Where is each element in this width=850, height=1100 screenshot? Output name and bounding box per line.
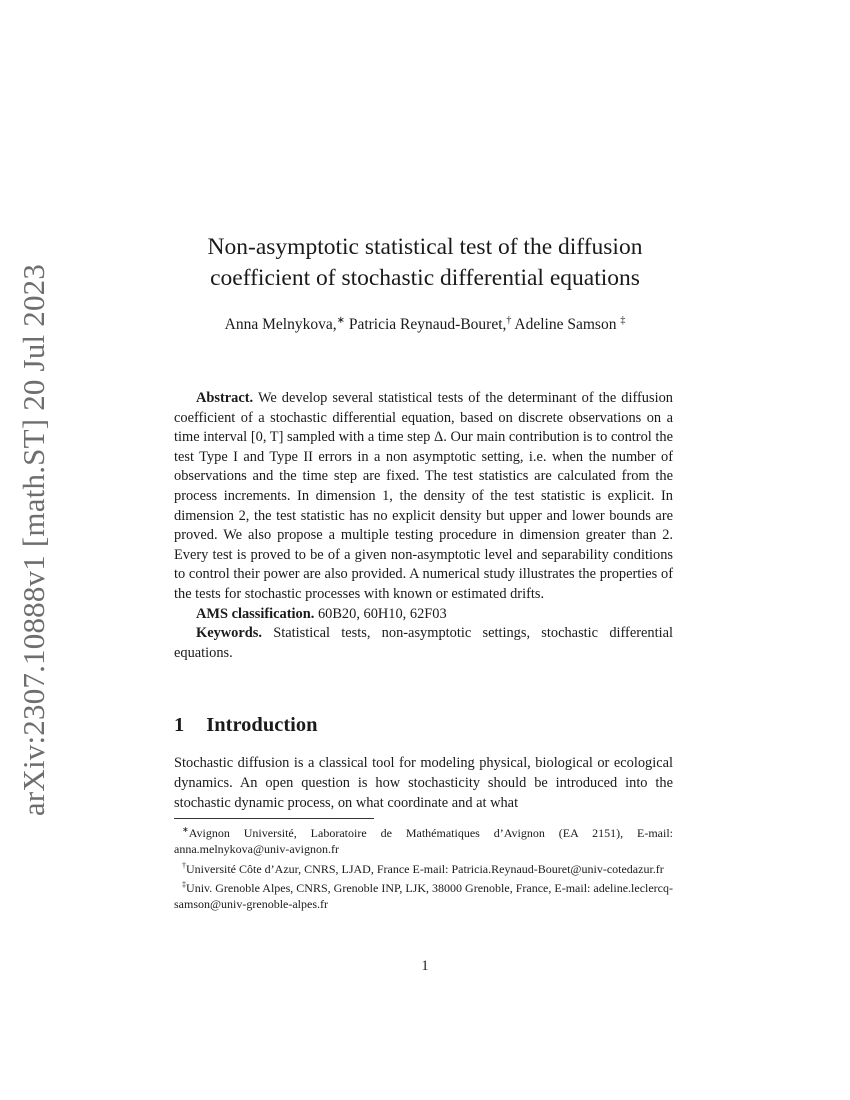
paper-title — [150, 232, 700, 294]
abstract-label: Abstract. — [196, 390, 254, 406]
footnote — [174, 858, 673, 878]
author-name: Adeline Samson — [514, 316, 617, 334]
footnote-mark: ∗ — [182, 825, 189, 834]
section-heading — [174, 714, 318, 737]
abstract-block — [174, 389, 673, 663]
footnote-text: Université Côte d’Azur, CNRS, LJAD, France E-mail: Patricia.Reynaud-Bouret@univ-cotedazur.fr — [186, 861, 664, 876]
footnotes — [174, 822, 673, 913]
arxiv-side-stamp — [8, 263, 60, 817]
keywords — [174, 624, 673, 663]
ams-classification — [174, 605, 673, 625]
ams-label: AMS classification. — [196, 605, 315, 622]
arxiv-identifier: arXiv:2307.10888v1 [math.ST] 20 Jul 2023 — [16, 263, 51, 817]
keywords-label: Keywords. — [196, 625, 262, 642]
intro-paragraph: Stochastic diffusion is a classical tool for modeling physical, biological or ecological dynamics. An open question is how stochasticity should be introduced into the stochastic dynamic process, on what coordinate and at what — [174, 755, 673, 811]
author-footnote-mark: † — [506, 315, 512, 326]
ams-codes: 60B20, 60H10, 62F03 — [317, 605, 447, 622]
author-list — [150, 315, 700, 334]
author-name: Patricia Reynaud-Bouret, — [348, 316, 507, 334]
author-name: Anna Melnykova, — [224, 316, 337, 334]
footnote-mark: ‡ — [182, 880, 187, 890]
footnote-rule — [174, 818, 374, 819]
title-line-2: coefficient of stochastic differential equations — [210, 265, 640, 291]
footnote-text: Avignon Université, Laboratoire de Mathématiques d’Avignon (EA 2151), E-mail: anna.melnykova@univ-avignon.fr — [174, 826, 673, 856]
page-number: 1 — [421, 958, 429, 974]
author-footnote-mark: ‡ — [620, 315, 626, 326]
section-title: Introduction — [206, 714, 318, 736]
footnote — [174, 822, 673, 858]
footnote — [174, 877, 673, 913]
abstract-text: We develop several statistical tests of the determinant of the diffusion coefficient of a stochastic differential equation, based on discrete observations on a time interval [0, T] sampled with a time step Δ. Our main contribution is to control the test Type I and Type II errors in a non asymptotic setting, i.e. when the number of observations and the time step are fixed. The test statistics are calculated from the process increments. In dimension 1, the density of the test statistic is explicit. In dimension 2, the test statistic has no explicit density but upper and lower bounds are proved. We also propose a multiple testing procedure in dimension greater than 2. Every test is proved to be of a given non-asymptotic level and separability conditions to control their power are also provided. A numerical study illustrates the properties of the tests for stochastic processes with known or estimated drifts. — [174, 390, 673, 602]
footnote-text: Univ. Grenoble Alpes, CNRS, Grenoble INP, LJK, 38000 Grenoble, France, E-mail: adeline.leclercq-samson@univ-grenoble-alpes.fr — [174, 881, 673, 912]
title-line-1: Non-asymptotic statistical test of the diffusion — [207, 234, 643, 260]
author-footnote-mark: ∗ — [336, 315, 345, 326]
section-number: 1 — [174, 714, 185, 736]
footnote-mark: † — [182, 860, 186, 870]
keywords-text: Statistical tests, non-asymptotic settings, stochastic differential equations. — [174, 625, 673, 661]
abstract-paragraph — [174, 389, 673, 605]
